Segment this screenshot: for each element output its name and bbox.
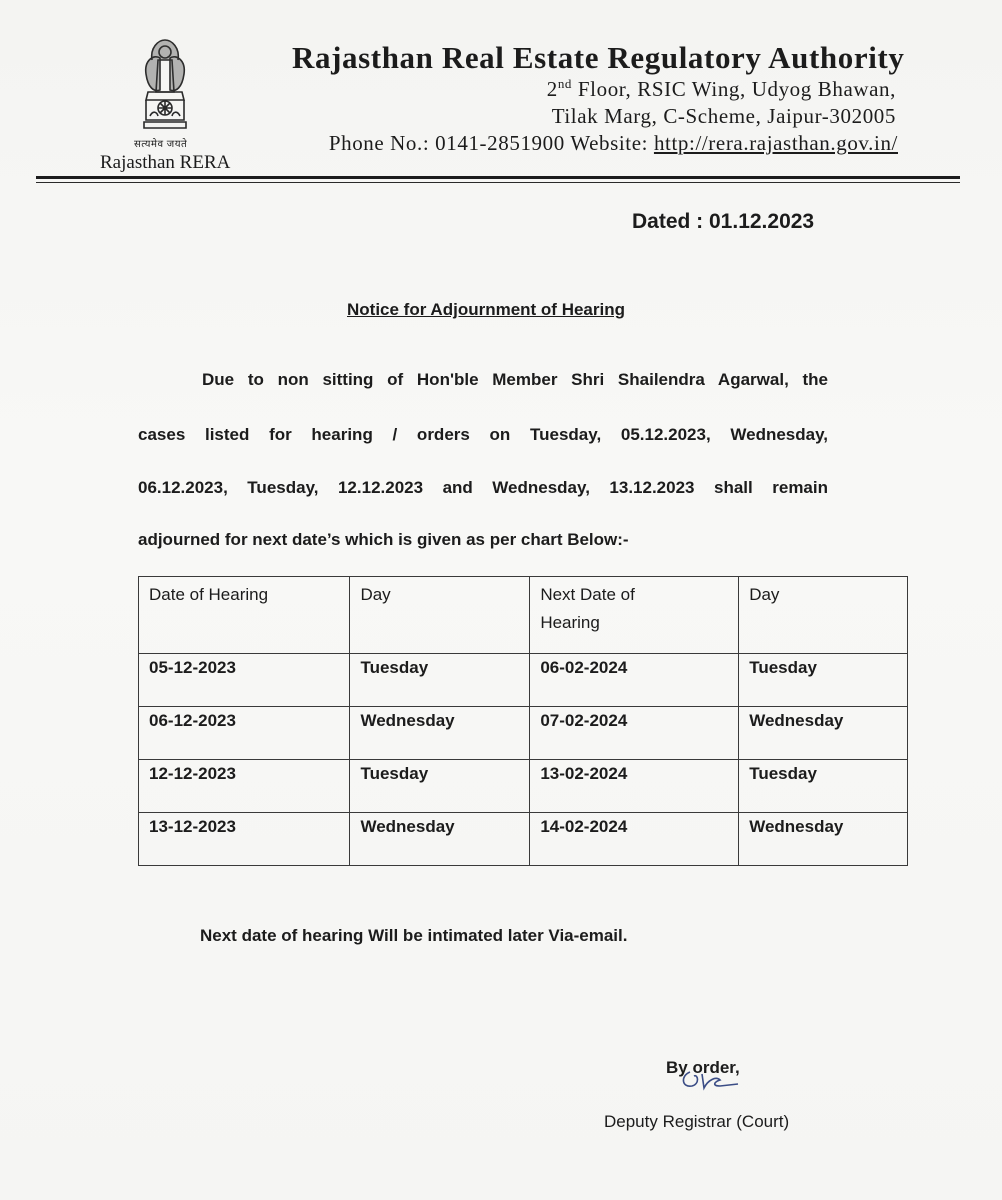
footer-note: Next date of hearing Will be intimated later Via-email.	[200, 926, 628, 945]
rera-label: Rajasthan RERA	[100, 152, 231, 173]
paragraph-line-1: Due to non sitting of Hon'ble Member Shri Shailendra Agarwal, the	[202, 370, 828, 389]
header-next-date	[530, 577, 739, 654]
cell-next-date: 13-02-2024	[530, 760, 739, 813]
paragraph-line-2: cases listed for hearing / orders on Tuesday, 05.12.2023, Wednesday,	[138, 425, 828, 444]
contact-line	[329, 131, 898, 156]
header-next-date-line-1: Next Date of	[540, 585, 635, 604]
by-order: By order,	[666, 1058, 740, 1077]
cell-day: Tuesday	[350, 760, 530, 813]
notice-title: Notice for Adjournment of Hearing	[347, 300, 625, 319]
address-line-1	[547, 76, 896, 102]
cell-day: Wednesday	[350, 707, 530, 760]
header-rule-thin	[36, 182, 960, 183]
paragraph-line-4: adjourned for next date’s which is given as per chart Below:-	[138, 530, 629, 549]
phone-text: Phone No.: 0141-2851900 Website:	[328, 131, 654, 155]
cell-day: Wednesday	[350, 813, 530, 866]
header-next-date-line-2: Hearing	[540, 613, 600, 632]
signature-mark	[676, 1066, 746, 1096]
header-next-day: Day	[739, 577, 908, 654]
address-floor-number: 2	[546, 77, 558, 101]
paragraph-line-3: 06.12.2023, Tuesday, 12.12.2023 and Wednesday, 13.12.2023 shall remain	[138, 478, 828, 497]
table-row	[139, 707, 908, 760]
cell-date: 13-12-2023	[139, 813, 350, 866]
website-link[interactable]: http://rera.rajasthan.gov.in/	[653, 131, 898, 155]
cell-next-day: Tuesday	[739, 654, 908, 707]
header-date-of-hearing: Date of Hearing	[139, 577, 350, 654]
table-row	[139, 654, 908, 707]
table-header-row	[139, 577, 908, 654]
address-line-2: Tilak Marg, C-Scheme, Jaipur-302005	[551, 104, 896, 128]
cell-date: 06-12-2023	[139, 707, 350, 760]
header-rule-thick	[36, 176, 960, 179]
emblem-motto: सत्यमेव जयते	[134, 139, 188, 150]
dated: Dated : 01.12.2023	[632, 210, 815, 233]
table-row	[139, 813, 908, 866]
cell-next-date: 14-02-2024	[530, 813, 739, 866]
cell-next-day: Wednesday	[739, 707, 908, 760]
cell-date: 05-12-2023	[139, 654, 350, 707]
cell-date: 12-12-2023	[139, 760, 350, 813]
address-floor-suffix: nd	[557, 76, 573, 91]
national-emblem-icon	[130, 30, 200, 148]
table-row	[139, 760, 908, 813]
org-name: Rajasthan Real Estate Regulatory Authority	[292, 40, 905, 75]
cell-next-day: Wednesday	[739, 813, 908, 866]
cell-next-date: 06-02-2024	[530, 654, 739, 707]
designation: Deputy Registrar (Court)	[604, 1112, 790, 1131]
cell-next-day: Tuesday	[739, 760, 908, 813]
cell-next-date: 07-02-2024	[530, 707, 739, 760]
cell-day: Tuesday	[350, 654, 530, 707]
hearing-schedule-table	[138, 576, 908, 866]
header-day: Day	[350, 577, 530, 654]
address-line-1-rest: Floor, RSIC Wing, Udyog Bhawan,	[572, 77, 896, 101]
